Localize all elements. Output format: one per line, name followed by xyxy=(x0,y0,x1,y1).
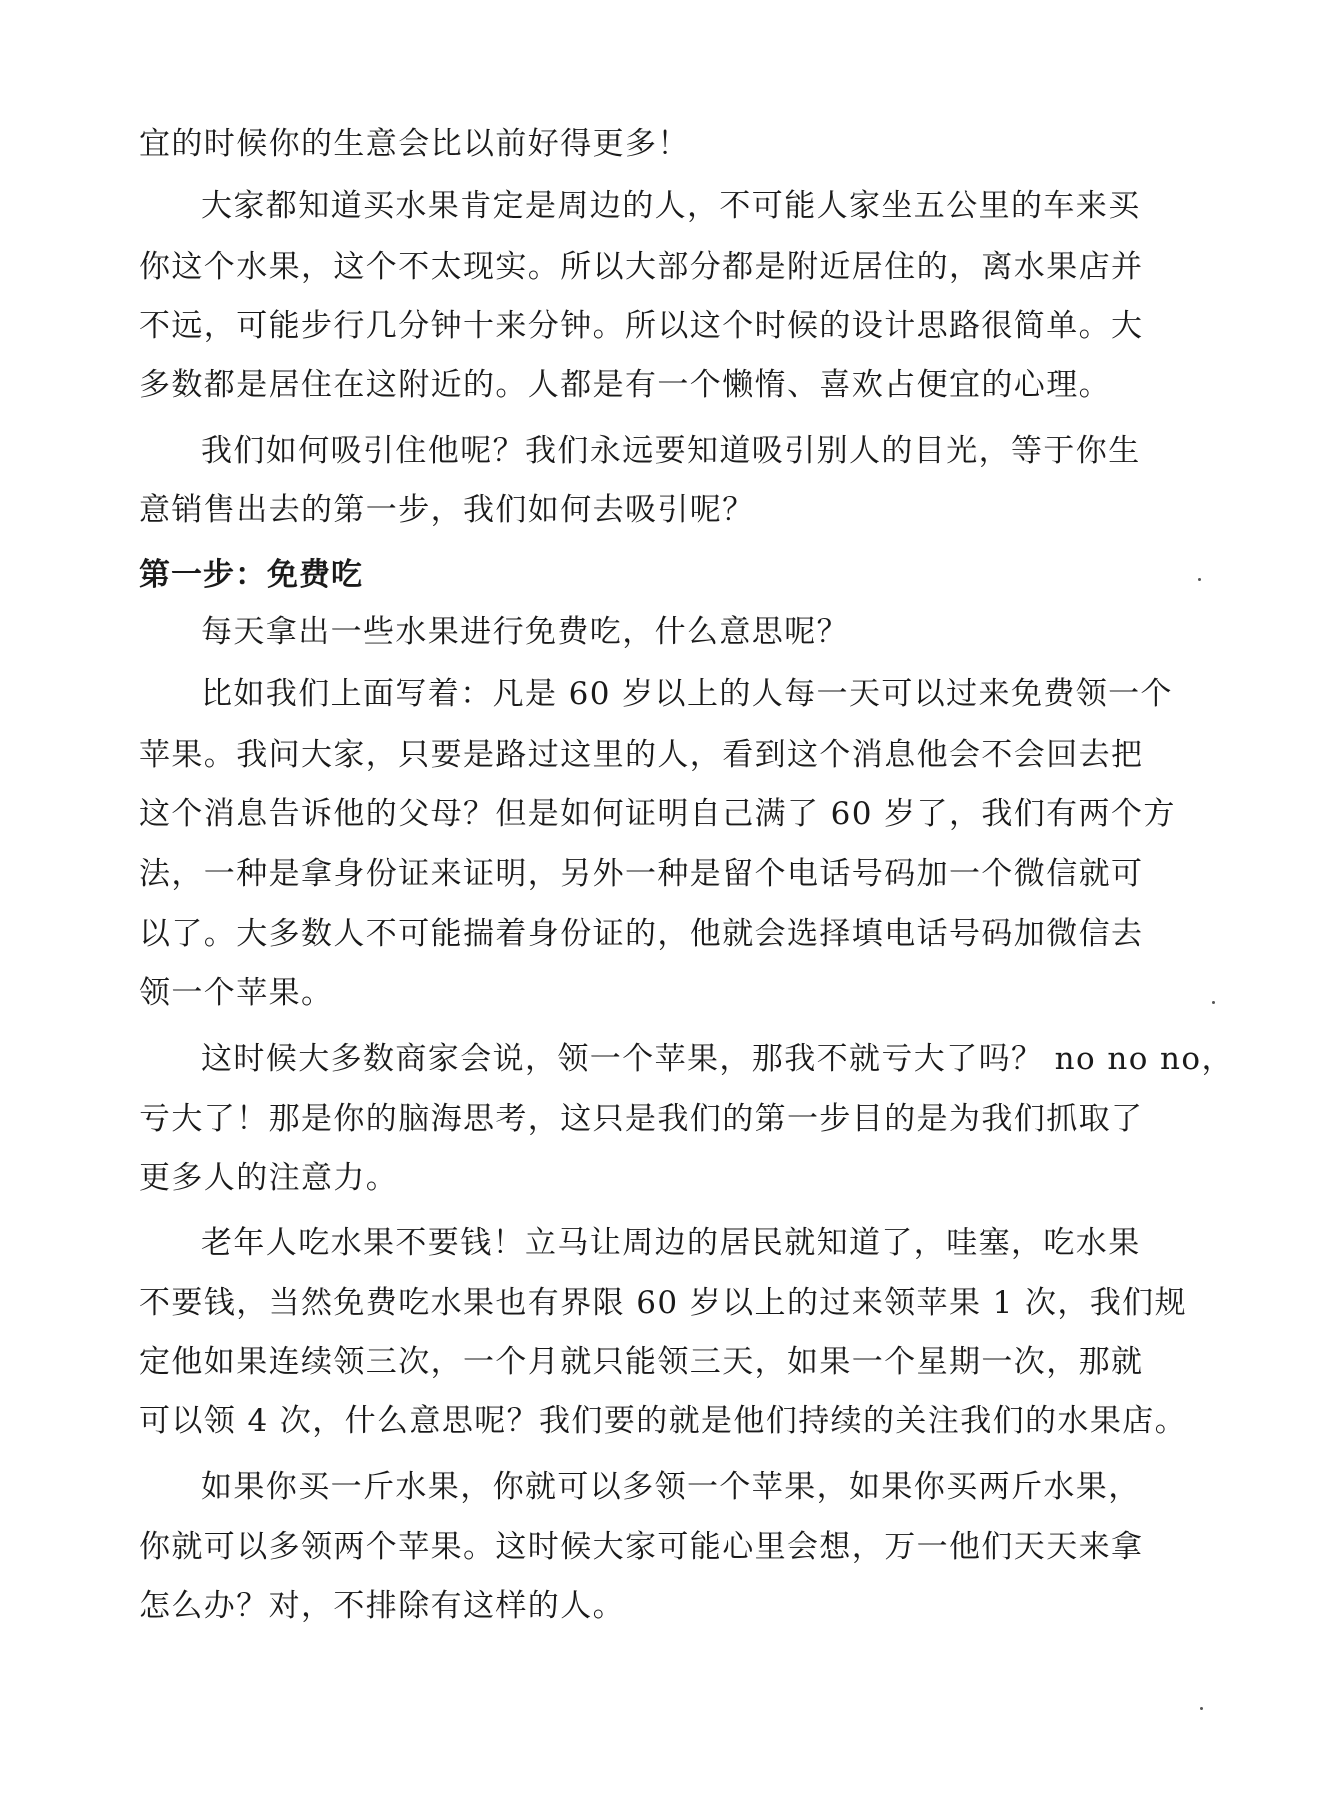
text-line: 不要钱，当然免费吃水果也有界限 60 岁以上的过来领苹果 1 次，我们规 xyxy=(139,1285,1187,1321)
text-line: 老年人吃水果不要钱！立马让周边的居民就知道了，哇塞，吃水果 xyxy=(201,1225,1141,1261)
text-line: 如果你买一斤水果，你就可以多领一个苹果，如果你买两斤水果， xyxy=(201,1469,1141,1505)
text-line: 你就可以多领两个苹果。这时候大家可能心里会想，万一他们天天来拿 xyxy=(139,1529,1144,1565)
text-line: 定他如果连续领三次，一个月就只能领三天，如果一个星期一次，那就 xyxy=(139,1344,1144,1380)
text-line: 不远，可能步行几分钟十来分钟。所以这个时候的设计思路很简单。大 xyxy=(139,308,1144,344)
text-line: 苹果。我问大家，只要是路过这里的人，看到这个消息他会不会回去把 xyxy=(139,737,1144,773)
text-line: 这个消息告诉他的父母？但是如何证明自己满了 60 岁了，我们有两个方 xyxy=(139,796,1176,832)
text-line: 多数都是居住在这附近的。人都是有一个懒惰、喜欢占便宜的心理。 xyxy=(139,367,1111,403)
text-line: 大家都知道买水果肯定是周边的人，不可能人家坐五公里的车来买 xyxy=(201,188,1141,224)
text-line: 可以领 4 次，什么意思呢？我们要的就是他们持续的关注我们的水果店。 xyxy=(139,1403,1188,1439)
section-heading: 第一步：免费吃 xyxy=(139,557,363,593)
text-line: 我们如何吸引住他呢？我们永远要知道吸引别人的目光，等于你生 xyxy=(201,433,1141,469)
text-line: 你这个水果，这个不太现实。所以大部分都是附近居住的，离水果店并 xyxy=(139,249,1144,285)
text-line: 这时候大多数商家会说，领一个苹果，那我不就亏大了吗？ no no no， xyxy=(201,1041,1234,1077)
text-line: 以了。大多数人不可能揣着身份证的，他就会选择填电话号码加微信去 xyxy=(139,916,1144,952)
text-line: 每天拿出一些水果进行免费吃，什么意思呢？ xyxy=(201,614,849,650)
text-line: 亏大了！那是你的脑海思考，这只是我们的第一步目的是为我们抓取了 xyxy=(139,1101,1144,1137)
scan-speck xyxy=(1200,1707,1203,1710)
text-line: 更多人的注意力。 xyxy=(139,1160,399,1196)
text-line: 宜的时候你的生意会比以前好得更多！ xyxy=(139,126,690,162)
scan-speck xyxy=(1198,578,1201,581)
text-line: 领一个苹果。 xyxy=(139,975,334,1011)
text-line: 法，一种是拿身份证来证明，另外一种是留个电话号码加一个微信就可 xyxy=(139,856,1144,892)
text-line: 意销售出去的第一步，我们如何去吸引呢？ xyxy=(139,492,755,528)
scan-speck xyxy=(1212,1001,1215,1004)
text-line: 比如我们上面写着：凡是 60 岁以上的人每一天可以过来免费领一个 xyxy=(201,676,1173,712)
text-line: 怎么办？对，不排除有这样的人。 xyxy=(139,1588,625,1624)
